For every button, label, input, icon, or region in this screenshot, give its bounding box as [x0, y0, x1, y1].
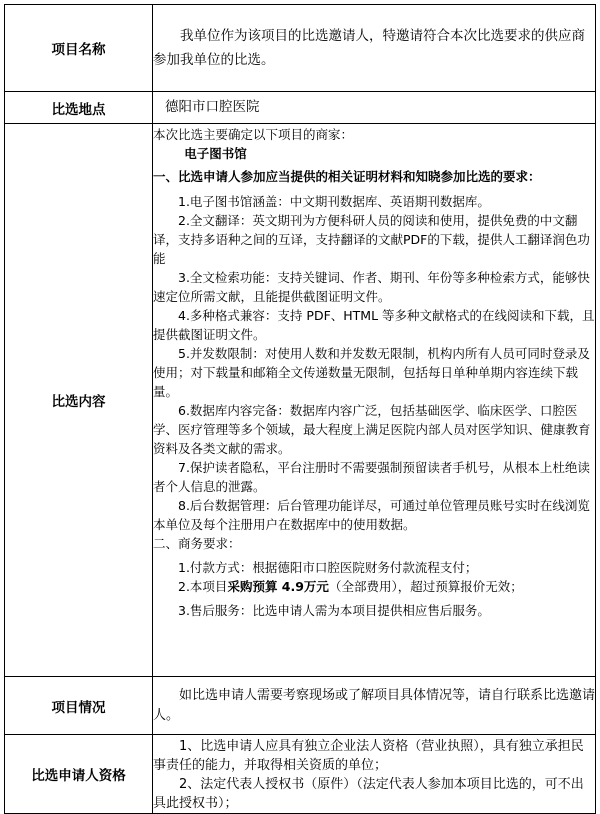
content-cell: [153, 124, 596, 677]
requirement-item-7: 7.保护读者隐私，平台注册时不需要强制预留读者手机号，从根本上杜绝读者个人信息的泄露。: [153, 460, 590, 494]
situation-text: 如比选申请人需要考察现场或了解项目具体情况等，请自行联系比选邀请人。: [153, 687, 596, 723]
label-qualification: 比选申请人资格: [5, 735, 153, 814]
location-cell: [153, 92, 596, 124]
row-situation: [5, 677, 596, 735]
label-situation: 项目情况: [5, 677, 153, 735]
situation-cell: [153, 677, 596, 735]
business-item-2-prefix: 2.本项目: [178, 579, 228, 594]
label-location: 比选地点: [5, 92, 153, 124]
section1-heading: 一、比选申请人参加应当提供的相关证明材料和知晓参加比选的要求：: [153, 169, 541, 184]
section2-heading: 二、商务要求：: [153, 536, 241, 551]
requirement-item-5: 5.并发数限制：对使用人数和并发数无限制，机构内所有人员可同时登录及使用；对下载量和邮箱全文传递数量无限制，包括每日单种单期内容连续下载量。: [153, 346, 590, 399]
requirement-item-3: 3.全文检索功能：支持关键词、作者、期刊、年份等多种检索方式，能够快速定位所需文献，且能提供截图证明文件。: [153, 270, 590, 304]
content-project-title: 电子图书馆: [184, 146, 247, 161]
requirement-item-8: 8.后台数据管理：后台管理功能详尽，可通过单位管理员账号实时在线浏览本单位及每个注册用户在数据库中的使用数据。: [153, 498, 590, 532]
project-name-text: [153, 5, 596, 92]
row-location: [5, 92, 596, 124]
qualification-item-2: 2、法定代表人授权书（原件）（法定代表人参加本项目比选的，可不出具此授权书）；: [153, 777, 584, 811]
label-project-name: 项目名称: [5, 5, 153, 92]
content-intro: 本次比选主要确定以下项目的商家：: [153, 127, 354, 142]
requirement-item-1: 1.电子图书馆涵盖：中文期刊数据库、英语期刊数据库。: [178, 194, 490, 209]
qualification-cell: [153, 735, 596, 814]
budget-amount: 采购预算 4.9万元: [227, 579, 329, 594]
business-item-3: 3.售后服务：比选申请人需为本项目提供相应售后服务。: [178, 603, 490, 618]
requirement-item-4: 4.多种格式兼容：支持 PDF、HTML 等多种文献格式的在线阅读和下载，且提供截图证明文件。: [153, 308, 595, 342]
requirements-list: [153, 192, 595, 534]
requirement-item-2: 2.全文翻译：英文期刊为方便科研人员的阅读和使用，提供免费的中文翻译，支持多语种之间的互译，支持翻译的文献PDF的下载，提供人工翻译润色功能: [153, 213, 590, 266]
project-name-paragraph: 我单位作为该项目的比选邀请人，特邀请符合本次比选要求的供应商参加我单位的比选。: [153, 28, 585, 68]
business-item-2-suffix: （全部费用），超过预算报价无效；: [328, 579, 523, 594]
qualification-item-1: 1、比选申请人应具有独立企业法人资格（营业执照），具有独立承担民事责任的能力，并取得相关资质的单位；: [153, 739, 584, 773]
label-content: 比选内容: [5, 124, 153, 677]
business-list: [153, 558, 595, 620]
row-qualification: [5, 735, 596, 814]
row-project-name: [5, 5, 596, 92]
location-text: 德阳市口腔医院: [165, 99, 260, 115]
row-content: [5, 124, 596, 677]
bid-document-table: [4, 4, 596, 814]
business-item-1: 1.付款方式：根据德阳市口腔医院财务付款流程支付；: [178, 560, 478, 575]
requirement-item-6: 6.数据库内容完备：数据库内容广泛，包括基础医学、临床医学、口腔医学、医疗管理等多个领域，最大程度上满足医院内部人员对医学知识、健康教育资料及各类文献的需求。: [153, 403, 591, 456]
business-item-2: [153, 577, 595, 596]
